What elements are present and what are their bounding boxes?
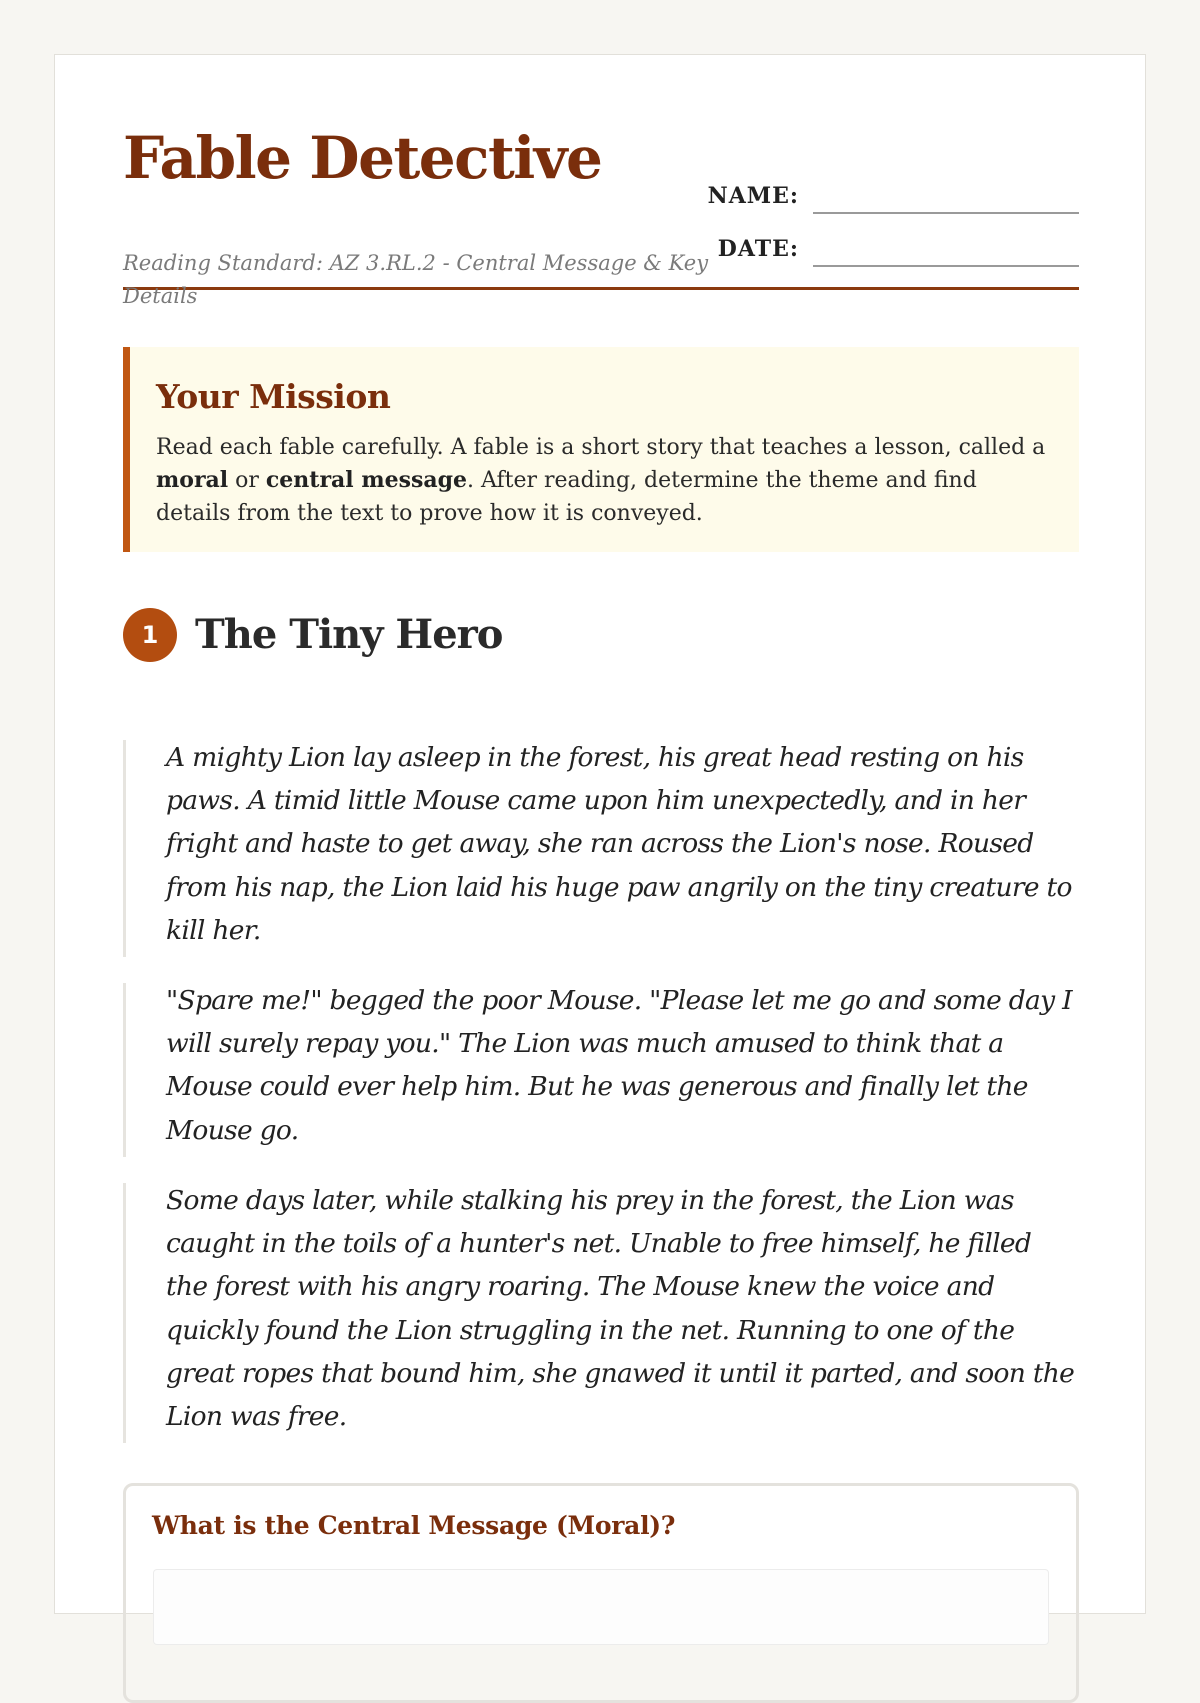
term-moral: moral [156,467,229,493]
mission-box [123,347,1079,552]
mission-title: Your Mission [156,377,391,416]
mission-text-after: . After reading, determine the theme and find details from the text to prove how it is conveyed. [156,468,977,526]
story-paragraph [123,983,1079,1157]
answer-box[interactable] [153,1569,1049,1645]
mission-text-before: Read each fable carefully. A fable is a short story that teaches a lesson, called a [156,435,1046,460]
mission-text-or: or [228,468,266,493]
term-central-message: central message [265,467,467,493]
reading-standard: Reading Standard: AZ 3.RL.2 - Central Message & Key Details [123,251,709,308]
story-paragraph-text: "Spare me!" begged the poor Mouse. "Please let me go and some day I will surely repay you." The Lion was much amused to think that a Mouse could ever help him. But he was generous and finally let the Mouse go. [166,985,1072,1146]
question-card [123,1483,1079,1703]
mission-text [156,431,1053,530]
worksheet-title: Fable Detective [123,124,602,192]
story-heading [123,605,1079,665]
story-paragraph [123,1183,1079,1443]
date-line[interactable] [813,265,1079,267]
story-number-badge: 1 [123,608,177,662]
story-paragraph-text: Some days later, while stalking his prey in the forest, the Lion was caught in the toils of a hunter's net. Unable to free himself, he filled the forest with his angry roaring. The Mouse knew the voice and quickly found the Lion struggling in the net. Running to one of the great ropes that bound him, she gnawed it until it parted, and soon the Lion was free. [166,1185,1075,1433]
question-label: What is the Central Message (Moral)? [152,1511,676,1540]
name-line[interactable] [813,212,1079,214]
worksheet-header [123,124,1079,308]
story-paragraph-text: A mighty Lion lay asleep in the forest, his great head resting on his paws. A timid little Mouse came upon him unexpectedly, and in her fright and haste to get away, she ran across the Lion's nose. Roused from his nap, the Lion laid his huge paw angrily on the tiny creature to kill her. [166,742,1072,946]
name-label: NAME: [707,183,799,209]
worksheet-page [54,54,1146,1614]
date-label: DATE: [717,236,799,262]
name-field[interactable] [699,179,1079,219]
story-paragraph [123,740,1079,957]
story-title: The Tiny Hero [195,611,503,658]
date-field[interactable] [699,232,1079,272]
